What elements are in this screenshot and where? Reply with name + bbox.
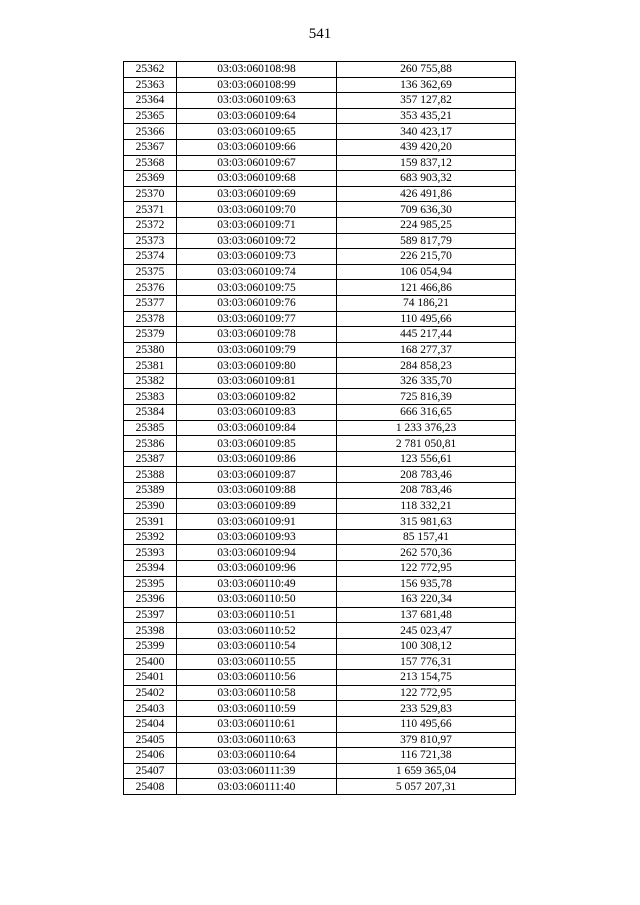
value-cell: 315 981,63: [337, 514, 516, 530]
value-cell: 445 217,44: [337, 327, 516, 343]
row-number-cell: 25370: [124, 186, 177, 202]
cadastral-number-cell: 03:03:060109:96: [177, 561, 337, 577]
value-cell: 74 186,21: [337, 295, 516, 311]
value-cell: 709 636,30: [337, 202, 516, 218]
cadastral-number-cell: 03:03:060109:93: [177, 529, 337, 545]
table-row: [124, 373, 516, 389]
value-cell: 5 057 207,31: [337, 779, 516, 795]
value-cell: 168 277,37: [337, 342, 516, 358]
value-cell: 326 335,70: [337, 373, 516, 389]
table-row: [124, 576, 516, 592]
cadastral-number-cell: 03:03:060109:74: [177, 264, 337, 280]
value-cell: 118 332,21: [337, 498, 516, 514]
value-cell: 208 783,46: [337, 483, 516, 499]
value-cell: 110 495,66: [337, 716, 516, 732]
cadastral-number-cell: 03:03:060110:58: [177, 685, 337, 701]
table-row: [124, 483, 516, 499]
table-row: [124, 171, 516, 187]
table-row: [124, 295, 516, 311]
table-row: [124, 716, 516, 732]
cadastral-number-cell: 03:03:060109:68: [177, 171, 337, 187]
table-row: [124, 202, 516, 218]
row-number-cell: 25372: [124, 217, 177, 233]
cadastral-number-cell: 03:03:060110:63: [177, 732, 337, 748]
table-row: [124, 592, 516, 608]
table-row: [124, 529, 516, 545]
table-row: [124, 311, 516, 327]
table-row: [124, 561, 516, 577]
table-row: [124, 186, 516, 202]
row-number-cell: 25397: [124, 607, 177, 623]
cadastral-number-cell: 03:03:060109:77: [177, 311, 337, 327]
cadastral-number-cell: 03:03:060109:85: [177, 436, 337, 452]
table-row: [124, 467, 516, 483]
cadastral-number-cell: 03:03:060111:40: [177, 779, 337, 795]
table-row: [124, 436, 516, 452]
row-number-cell: 25380: [124, 342, 177, 358]
row-number-cell: 25402: [124, 685, 177, 701]
cadastral-number-cell: 03:03:060109:65: [177, 124, 337, 140]
row-number-cell: 25362: [124, 62, 177, 78]
row-number-cell: 25391: [124, 514, 177, 530]
value-cell: 2 781 050,81: [337, 436, 516, 452]
cadastral-number-cell: 03:03:060109:88: [177, 483, 337, 499]
row-number-cell: 25398: [124, 623, 177, 639]
cadastral-number-cell: 03:03:060109:94: [177, 545, 337, 561]
row-number-cell: 25378: [124, 311, 177, 327]
row-number-cell: 25389: [124, 483, 177, 499]
row-number-cell: 25408: [124, 779, 177, 795]
value-cell: 1 659 365,04: [337, 763, 516, 779]
value-cell: 106 054,94: [337, 264, 516, 280]
value-cell: 213 154,75: [337, 670, 516, 686]
table-row: [124, 514, 516, 530]
table-row: [124, 358, 516, 374]
registry-table-body: [124, 62, 516, 795]
value-cell: 683 903,32: [337, 171, 516, 187]
value-cell: 262 570,36: [337, 545, 516, 561]
row-number-cell: 25379: [124, 327, 177, 343]
value-cell: 1 233 376,23: [337, 420, 516, 436]
row-number-cell: 25377: [124, 295, 177, 311]
value-cell: 137 681,48: [337, 607, 516, 623]
cadastral-number-cell: 03:03:060109:72: [177, 233, 337, 249]
row-number-cell: 25406: [124, 748, 177, 764]
cadastral-number-cell: 03:03:060109:75: [177, 280, 337, 296]
table-row: [124, 280, 516, 296]
table-row: [124, 420, 516, 436]
cadastral-number-cell: 03:03:060110:49: [177, 576, 337, 592]
table-row: [124, 264, 516, 280]
table-row: [124, 701, 516, 717]
cadastral-number-cell: 03:03:060110:55: [177, 654, 337, 670]
table-row: [124, 93, 516, 109]
row-number-cell: 25399: [124, 638, 177, 654]
cadastral-number-cell: 03:03:060109:76: [177, 295, 337, 311]
cadastral-number-cell: 03:03:060109:70: [177, 202, 337, 218]
cadastral-number-cell: 03:03:060109:87: [177, 467, 337, 483]
value-cell: 439 420,20: [337, 139, 516, 155]
cadastral-number-cell: 03:03:060109:73: [177, 249, 337, 265]
value-cell: 226 215,70: [337, 249, 516, 265]
row-number-cell: 25383: [124, 389, 177, 405]
cadastral-number-cell: 03:03:060109:83: [177, 405, 337, 421]
page-number: 541: [308, 26, 332, 42]
value-cell: 157 776,31: [337, 654, 516, 670]
row-number-cell: 25390: [124, 498, 177, 514]
cadastral-number-cell: 03:03:060109:80: [177, 358, 337, 374]
row-number-cell: 25388: [124, 467, 177, 483]
row-number-cell: 25367: [124, 139, 177, 155]
cadastral-number-cell: 03:03:060109:89: [177, 498, 337, 514]
row-number-cell: 25385: [124, 420, 177, 436]
table-row: [124, 623, 516, 639]
row-number-cell: 25373: [124, 233, 177, 249]
value-cell: 123 556,61: [337, 451, 516, 467]
value-cell: 284 858,23: [337, 358, 516, 374]
table-row: [124, 77, 516, 93]
cadastral-number-cell: 03:03:060108:98: [177, 62, 337, 78]
row-number-cell: 25394: [124, 561, 177, 577]
row-number-cell: 25403: [124, 701, 177, 717]
cadastral-number-cell: 03:03:060109:69: [177, 186, 337, 202]
row-number-cell: 25400: [124, 654, 177, 670]
cadastral-number-cell: 03:03:060110:51: [177, 607, 337, 623]
table-row: [124, 108, 516, 124]
row-number-cell: 25405: [124, 732, 177, 748]
cadastral-number-cell: 03:03:060111:39: [177, 763, 337, 779]
value-cell: 357 127,82: [337, 93, 516, 109]
row-number-cell: 25386: [124, 436, 177, 452]
value-cell: 163 220,34: [337, 592, 516, 608]
value-cell: 725 816,39: [337, 389, 516, 405]
value-cell: 379 810,97: [337, 732, 516, 748]
table-row: [124, 670, 516, 686]
table-row: [124, 233, 516, 249]
row-number-cell: 25366: [124, 124, 177, 140]
row-number-cell: 25404: [124, 716, 177, 732]
value-cell: 85 157,41: [337, 529, 516, 545]
cadastral-number-cell: 03:03:060109:78: [177, 327, 337, 343]
cadastral-number-cell: 03:03:060110:52: [177, 623, 337, 639]
table-row: [124, 139, 516, 155]
table-row: [124, 607, 516, 623]
row-number-cell: 25375: [124, 264, 177, 280]
cadastral-number-cell: 03:03:060109:86: [177, 451, 337, 467]
table-row: [124, 654, 516, 670]
cadastral-number-cell: 03:03:060108:99: [177, 77, 337, 93]
cadastral-number-cell: 03:03:060109:66: [177, 139, 337, 155]
cadastral-number-cell: 03:03:060110:64: [177, 748, 337, 764]
row-number-cell: 25368: [124, 155, 177, 171]
value-cell: 121 466,86: [337, 280, 516, 296]
table-row: [124, 405, 516, 421]
value-cell: 426 491,86: [337, 186, 516, 202]
table-row: [124, 638, 516, 654]
row-number-cell: 25387: [124, 451, 177, 467]
table-row: [124, 498, 516, 514]
row-number-cell: 25364: [124, 93, 177, 109]
row-number-cell: 25382: [124, 373, 177, 389]
cadastral-number-cell: 03:03:060109:81: [177, 373, 337, 389]
value-cell: 224 985,25: [337, 217, 516, 233]
cadastral-number-cell: 03:03:060110:59: [177, 701, 337, 717]
row-number-cell: 25376: [124, 280, 177, 296]
value-cell: 340 423,17: [337, 124, 516, 140]
table-row: [124, 217, 516, 233]
table-row: [124, 451, 516, 467]
cadastral-number-cell: 03:03:060109:67: [177, 155, 337, 171]
cadastral-number-cell: 03:03:060109:82: [177, 389, 337, 405]
cadastral-number-cell: 03:03:060110:50: [177, 592, 337, 608]
row-number-cell: 25363: [124, 77, 177, 93]
cadastral-number-cell: 03:03:060109:64: [177, 108, 337, 124]
table-row: [124, 685, 516, 701]
registry-table: [123, 61, 516, 795]
table-row: [124, 62, 516, 78]
table-row: [124, 763, 516, 779]
value-cell: 159 837,12: [337, 155, 516, 171]
row-number-cell: 25396: [124, 592, 177, 608]
value-cell: 156 935,78: [337, 576, 516, 592]
table-row: [124, 155, 516, 171]
cadastral-number-cell: 03:03:060109:79: [177, 342, 337, 358]
table-row: [124, 327, 516, 343]
table-row: [124, 342, 516, 358]
row-number-cell: 25381: [124, 358, 177, 374]
value-cell: 110 495,66: [337, 311, 516, 327]
value-cell: 116 721,38: [337, 748, 516, 764]
table-row: [124, 779, 516, 795]
value-cell: 100 308,12: [337, 638, 516, 654]
row-number-cell: 25365: [124, 108, 177, 124]
table-row: [124, 249, 516, 265]
cadastral-number-cell: 03:03:060109:63: [177, 93, 337, 109]
row-number-cell: 25384: [124, 405, 177, 421]
cadastral-number-cell: 03:03:060109:91: [177, 514, 337, 530]
table-row: [124, 748, 516, 764]
table-row: [124, 732, 516, 748]
value-cell: 122 772,95: [337, 561, 516, 577]
value-cell: 589 817,79: [337, 233, 516, 249]
value-cell: 666 316,65: [337, 405, 516, 421]
cadastral-number-cell: 03:03:060110:54: [177, 638, 337, 654]
value-cell: 233 529,83: [337, 701, 516, 717]
value-cell: 260 755,88: [337, 62, 516, 78]
value-cell: 245 023,47: [337, 623, 516, 639]
row-number-cell: 25407: [124, 763, 177, 779]
cadastral-number-cell: 03:03:060110:56: [177, 670, 337, 686]
row-number-cell: 25374: [124, 249, 177, 265]
value-cell: 353 435,21: [337, 108, 516, 124]
row-number-cell: 25401: [124, 670, 177, 686]
table-row: [124, 389, 516, 405]
table-row: [124, 545, 516, 561]
value-cell: 136 362,69: [337, 77, 516, 93]
row-number-cell: 25393: [124, 545, 177, 561]
value-cell: 208 783,46: [337, 467, 516, 483]
cadastral-number-cell: 03:03:060109:71: [177, 217, 337, 233]
row-number-cell: 25371: [124, 202, 177, 218]
cadastral-number-cell: 03:03:060109:84: [177, 420, 337, 436]
row-number-cell: 25392: [124, 529, 177, 545]
row-number-cell: 25395: [124, 576, 177, 592]
table-row: [124, 124, 516, 140]
row-number-cell: 25369: [124, 171, 177, 187]
value-cell: 122 772,95: [337, 685, 516, 701]
cadastral-number-cell: 03:03:060110:61: [177, 716, 337, 732]
